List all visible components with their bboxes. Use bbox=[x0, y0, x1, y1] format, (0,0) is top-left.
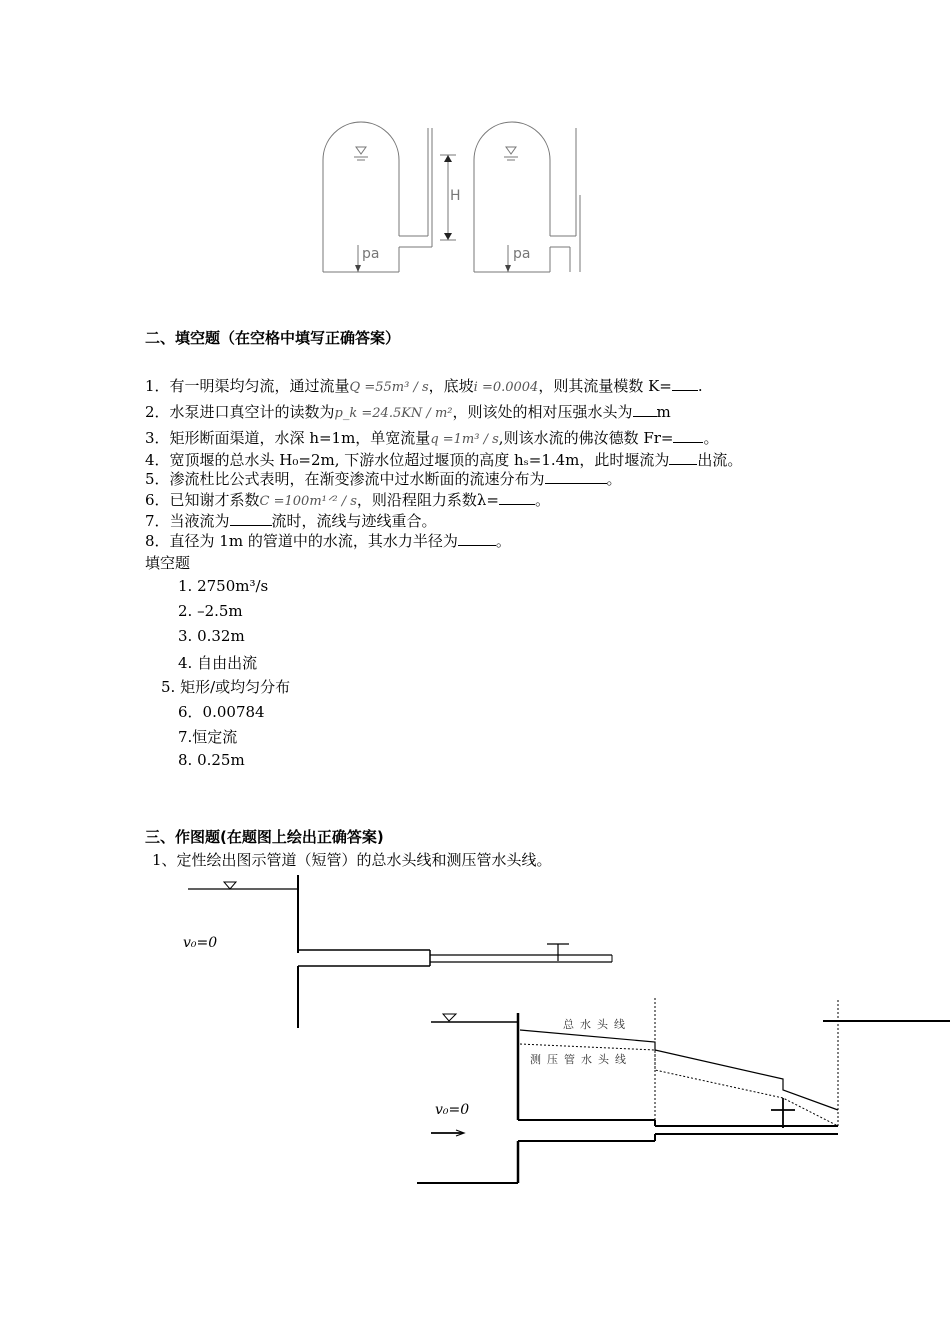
pressure-label-right: pa bbox=[513, 246, 531, 262]
question-4: 4．宽顶堰的总水头 H₀=2m, 下游水位超过堰顶的高度 hₛ=1.4m，此时堰流为 出流。 bbox=[145, 451, 743, 469]
question-1: 1．有一明渠均匀流，通过流量Q =55m³ / s，底坡i =0.0004，则其流量模数 K= . bbox=[145, 377, 703, 395]
answer-item-8: 8. 0.25m bbox=[178, 751, 245, 769]
answer-item-3: 3. 0.32m bbox=[178, 627, 245, 645]
pressure-label-left: pa bbox=[362, 246, 380, 262]
total-head-line-label: 总水头线 bbox=[563, 1018, 631, 1031]
section-title-fill-blank: 二、填空题（在空格中填写正确答案） bbox=[145, 329, 401, 347]
answer-item-7: 7.恒定流 bbox=[178, 728, 238, 746]
answer-item-2: 2. –2.5m bbox=[178, 602, 243, 620]
piezometric-head-line-label: 测压管水头线 bbox=[530, 1053, 632, 1066]
answer-item-6: 6．0.00784 bbox=[178, 703, 265, 721]
question-2: 2．水泵进口真空计的读数为p_k =24.5KN / m²，则该处的相对压强水头为 m bbox=[145, 403, 671, 421]
drawing-question-1: 1、定性绘出图示管道（短管）的总水头线和测压管水头线。 bbox=[152, 851, 552, 869]
velocity-label-fig1: v₀=0 bbox=[183, 935, 218, 951]
answer-item-1: 1. 2750m³/s bbox=[178, 577, 269, 595]
section-title-drawing: 三、作图题(在题图上绘出正确答案) bbox=[145, 828, 384, 846]
answers-heading: 填空题 bbox=[145, 554, 191, 572]
question-8: 8．直径为 1m 的管道中的水流，其水力半径为 。 bbox=[145, 532, 511, 550]
velocity-label-fig2: v₀=0 bbox=[435, 1102, 470, 1118]
answer-item-5: 5. 矩形/或均匀分布 bbox=[161, 678, 291, 696]
question-6: 6．已知谢才系数C =100m¹ᐟ² / s，则沿程阻力系数λ= 。 bbox=[145, 491, 550, 509]
question-5: 5．渗流杜比公式表明，在渐变渗流中过水断面的流速分布为 。 bbox=[145, 470, 622, 488]
question-7: 7．当液流为 流时，流线与迹线重合。 bbox=[145, 512, 437, 530]
dimension-label-h: H bbox=[450, 188, 461, 204]
question-3: 3．矩形断面渠道，水深 h=1m，单宽流量q =1m³ / s,则该水流的佛汝德数 Fr= 。 bbox=[145, 429, 719, 447]
answer-item-4: 4. 自由出流 bbox=[178, 654, 258, 672]
